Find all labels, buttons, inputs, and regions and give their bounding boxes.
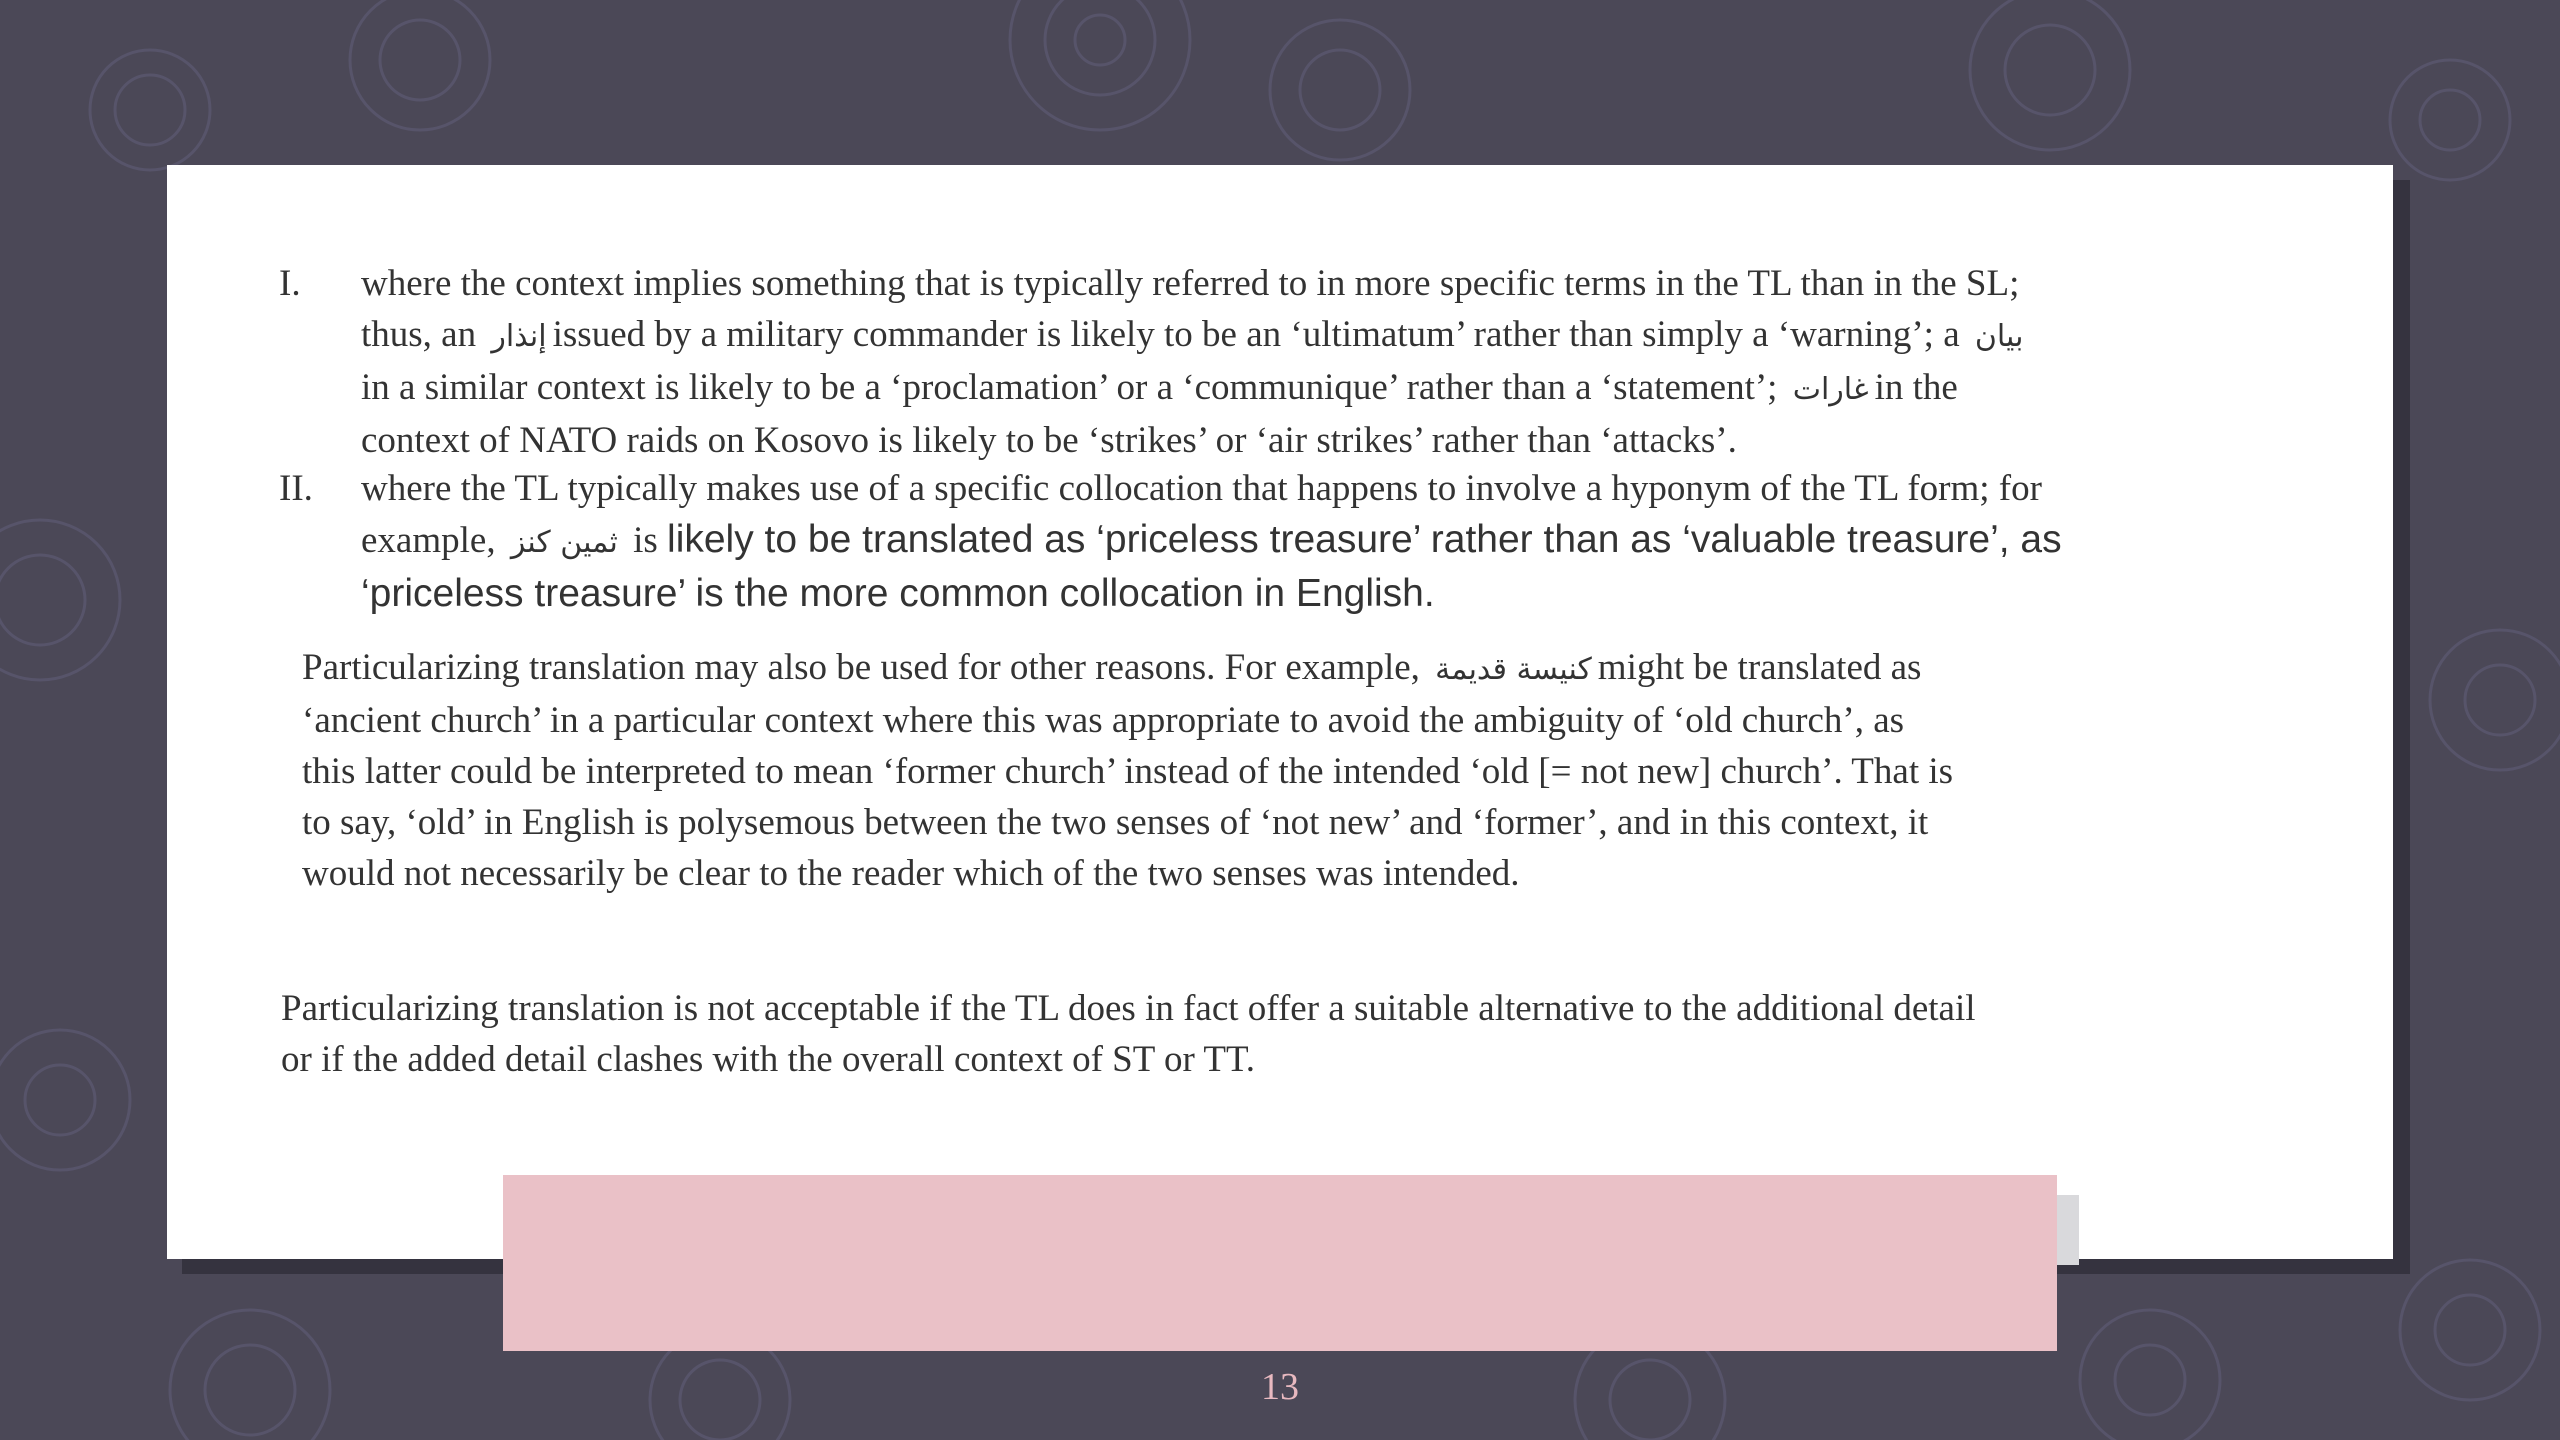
arabic-term: غارات <box>1792 372 1869 407</box>
text-segment: ‘priceless treasure’ is the more common collocation in English. <box>361 572 1435 615</box>
text-segment: might be translated as <box>1597 647 1922 688</box>
text-line <box>361 415 2281 466</box>
accent-box <box>503 1175 2057 1351</box>
content-card <box>167 165 2393 1259</box>
slide-content <box>167 165 2393 1259</box>
paragraph-particularizing-not-acceptable <box>281 983 2271 1085</box>
text-segment: likely to be translated as ‘priceless treasure’ rather than as ‘valuable treasure’, as <box>667 518 2062 561</box>
text-segment: in a similar context is likely to be a ‘proclamation’ or a ‘communique’ rather than a ‘statement’; <box>361 367 1787 408</box>
text-line <box>361 362 2281 415</box>
text-line <box>302 797 2292 848</box>
text-segment: ‘ancient church’ in a particular context where this was appropriate to avoid the ambiguity of ‘old church’, as <box>302 700 1905 741</box>
text-line <box>302 848 2292 899</box>
text-segment: where the context implies something that is typically referred to in more specific terms in the TL than in the SL; <box>361 263 2020 304</box>
arabic-term: كنيسة قديمة <box>1435 652 1592 687</box>
list-item-text <box>361 258 2281 466</box>
list-numeral: I. <box>279 263 301 304</box>
text-segment: example, <box>361 520 505 561</box>
text-segment: would not necessarily be clear to the reader which of the two senses was intended. <box>302 853 1520 894</box>
text-line <box>302 746 2292 797</box>
text-line <box>281 983 2271 1034</box>
arabic-term: بيان <box>1974 319 2024 354</box>
arabic-term: ثمين كنز <box>510 525 618 560</box>
text-line <box>361 258 2281 309</box>
text-line <box>302 642 2292 695</box>
text-line <box>361 514 2281 568</box>
text-line <box>361 309 2281 362</box>
text-segment: thus, an <box>361 314 486 355</box>
text-line <box>361 463 2281 514</box>
text-segment: is <box>623 520 668 561</box>
text-line <box>281 1034 2271 1085</box>
text-segment: Particularizing translation is not acceptable if the TL does in fact offer a suitable alternative to the additional detail <box>281 988 1976 1029</box>
text-segment: context of NATO raids on Kosovo is likely to be ‘strikes’ or ‘air strikes’ rather than ‘attacks’. <box>361 420 1737 461</box>
text-segment: to say, ‘old’ in English is polysemous between the two senses of ‘not new’ and ‘former’, and in this context, it <box>302 802 1929 843</box>
paragraph-particularizing-reasons <box>302 642 2292 899</box>
page-number: 13 <box>1261 1366 1299 1408</box>
text-segment: issued by a military commander is likely to be an ‘ultimatum’ rather than simply a ‘warning’; a <box>552 314 1969 355</box>
text-segment: in the <box>1874 367 1958 408</box>
list-item-text <box>361 463 2281 620</box>
text-segment: where the TL typically makes use of a specific collocation that happens to involve a hyponym of the TL form; for <box>361 468 2042 509</box>
arabic-term: إنذار <box>491 319 547 354</box>
text-line <box>302 695 2292 746</box>
text-segment: or if the added detail clashes with the overall context of ST or TT. <box>281 1039 1256 1080</box>
text-segment: this latter could be interpreted to mean ‘former church’ instead of the intended ‘old [= not new] church’. That is <box>302 751 1954 792</box>
list-numeral: II. <box>279 468 313 509</box>
text-line <box>361 568 2281 620</box>
text-segment: Particularizing translation may also be used for other reasons. For example, <box>302 647 1430 688</box>
